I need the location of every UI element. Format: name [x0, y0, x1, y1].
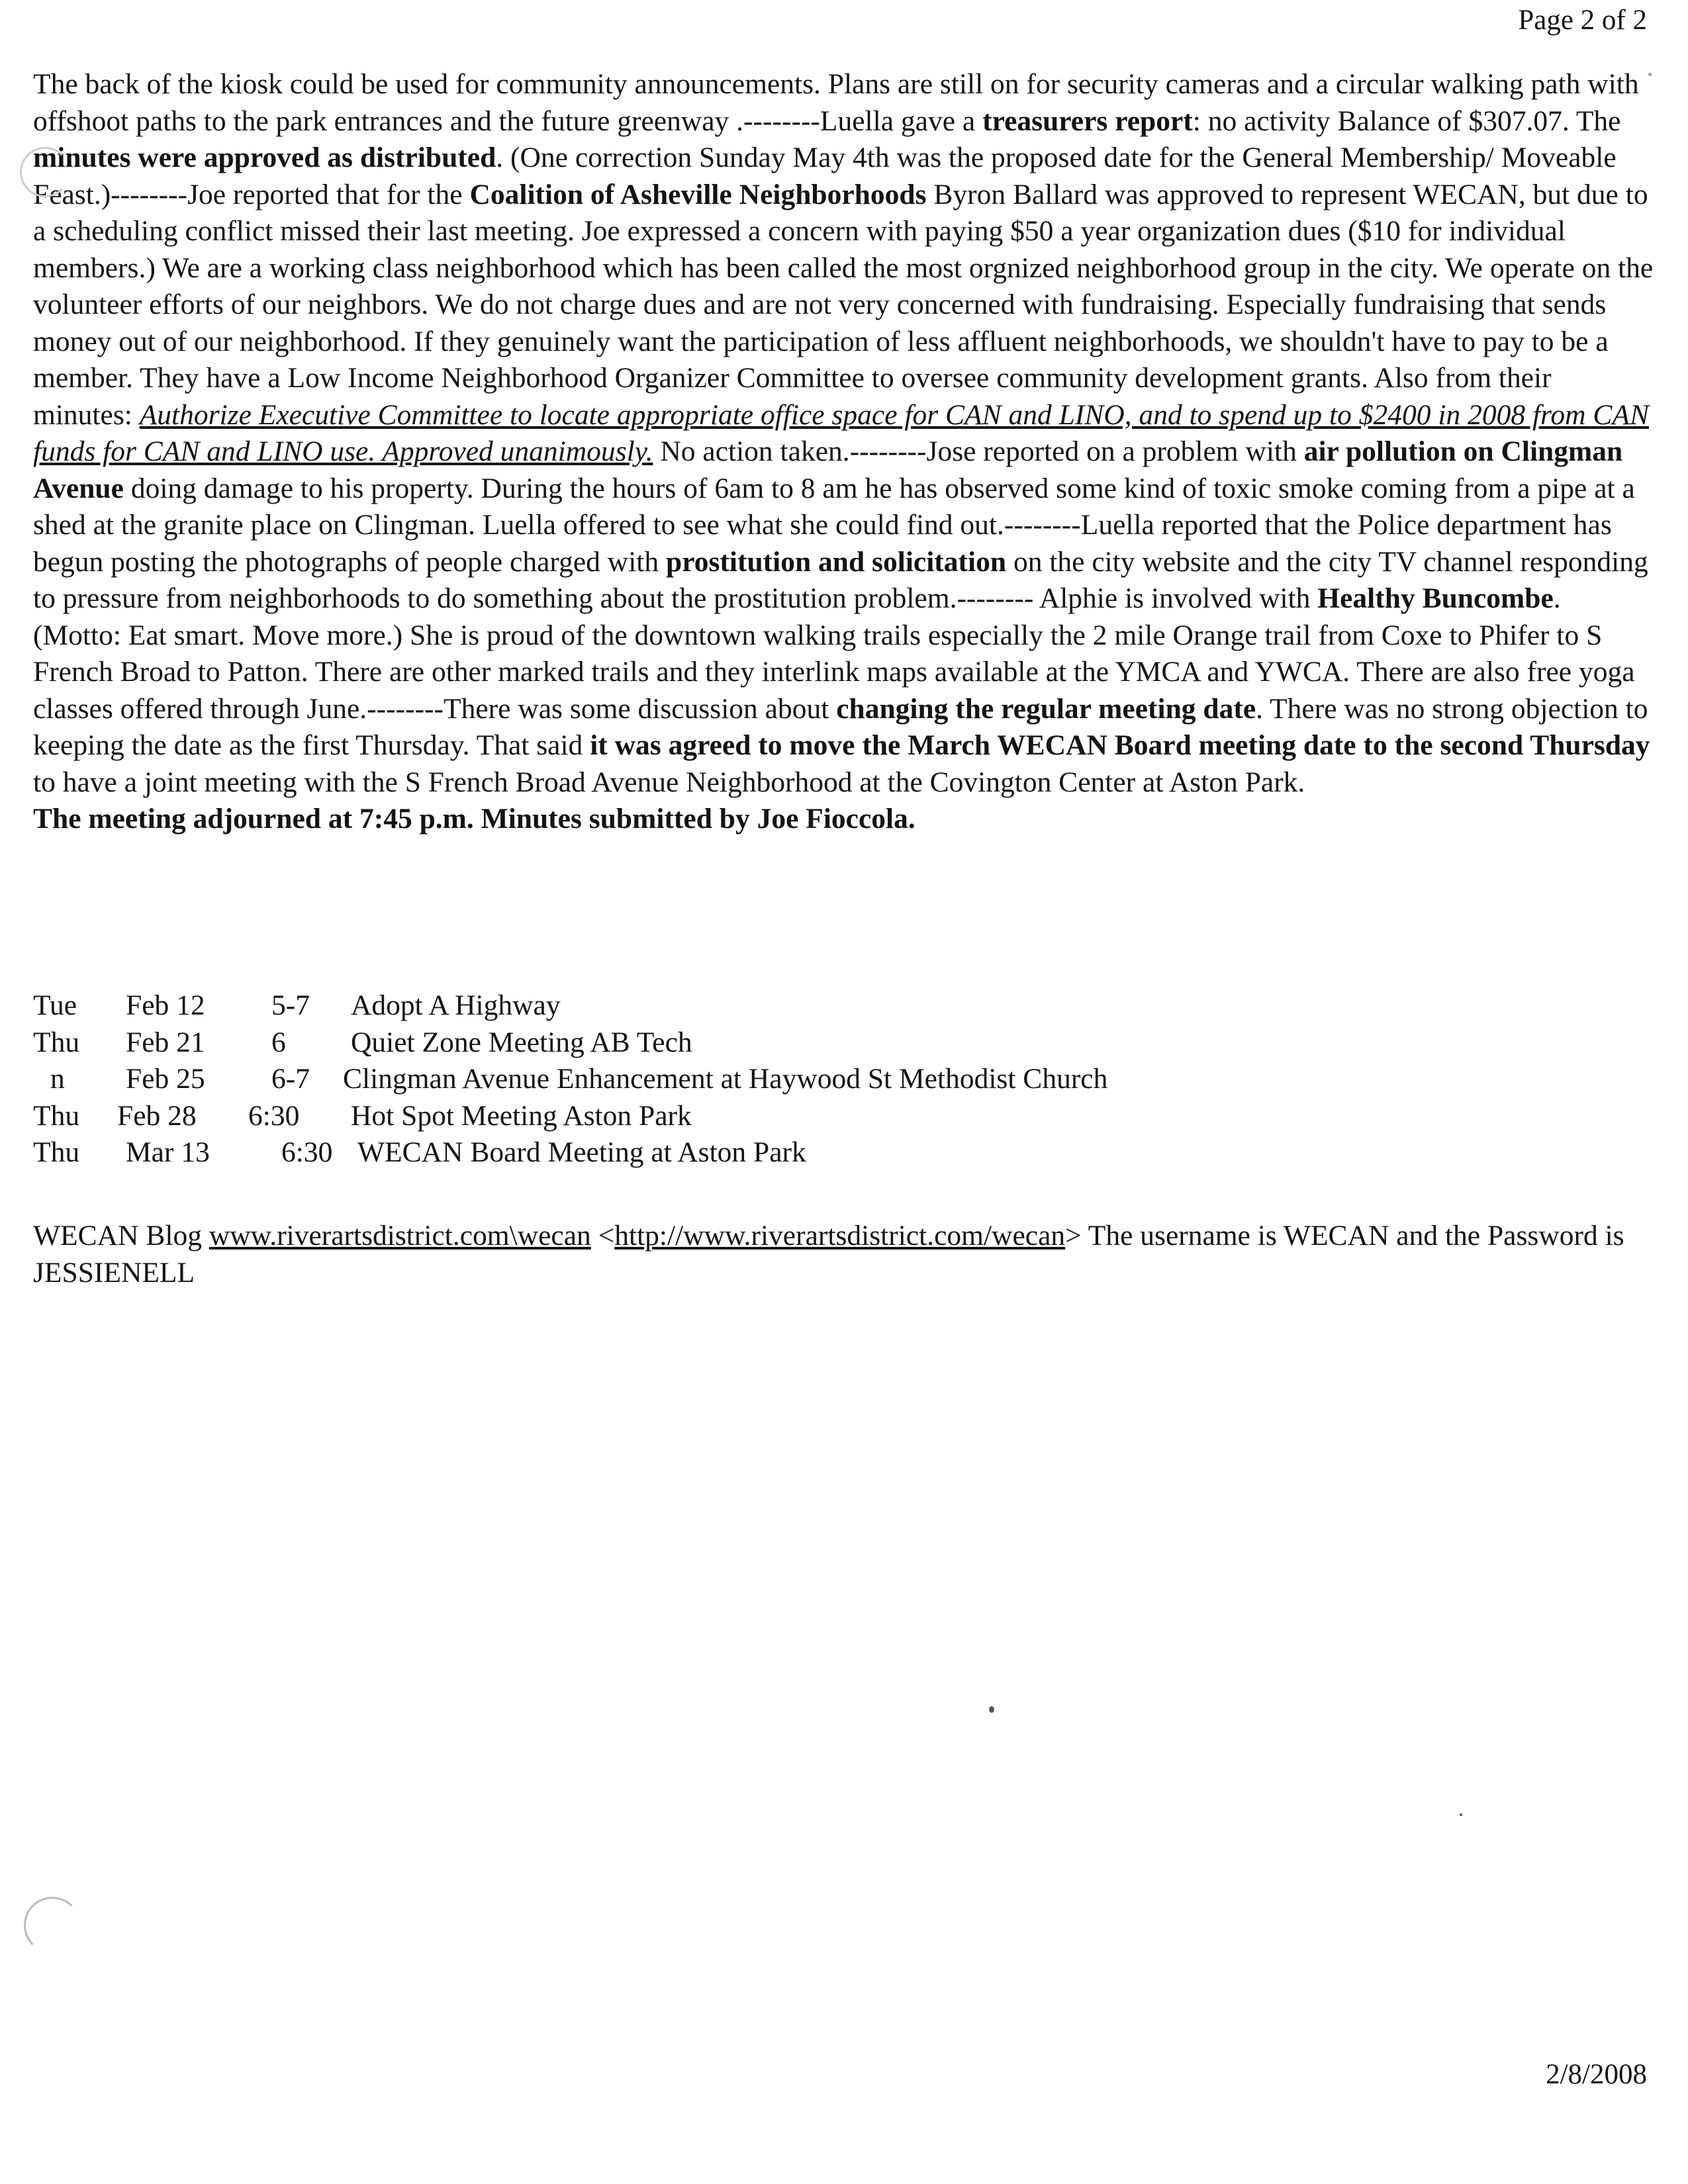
- page-number: Page 2 of 2: [1518, 5, 1647, 36]
- text-segment: to have a joint meeting with the S French Broad Avenue Neighborhood at the Covington Center at Aston Park.: [33, 766, 1305, 798]
- minutes-body: [33, 66, 1655, 838]
- schedule-time: 6:30: [248, 1099, 300, 1132]
- adjournment-line: The meeting adjourned at 7:45 p.m. Minutes submitted by Joe Fioccola.: [33, 803, 915, 835]
- schedule-date: Feb 12: [126, 989, 205, 1021]
- schedule-event: Quiet Zone Meeting AB Tech: [351, 1026, 692, 1058]
- schedule-event: Clingman Avenue Enhancement at Haywood St Methodist Church: [343, 1063, 1108, 1095]
- schedule-event: WECAN Board Meeting at Aston Park: [357, 1136, 806, 1168]
- blog-credentials: > The username is WECAN and the Password is JESSIENELL: [33, 1220, 1624, 1289]
- text-segment: : no activity Balance of $307.07. The: [1192, 105, 1621, 137]
- schedule-time: 5-7: [271, 989, 310, 1021]
- hole-punch-mark: [24, 1897, 81, 1954]
- text-segment: The back of the kiosk could be used for community announcements. Plans are still on for security cameras and a circular walking path with offshoot paths to the park entrances and the future greenway .--------Luella gave a: [33, 68, 1639, 137]
- schedule-date: Feb 28: [117, 1099, 197, 1132]
- topic-prostitution: prostitution and solicitation: [666, 545, 1007, 578]
- topic-treasurers-report: treasurers report: [982, 105, 1193, 137]
- schedule-day: Thu: [33, 1099, 80, 1132]
- schedule-event: Hot Spot Meeting Aston Park: [351, 1099, 692, 1132]
- blog-prefix: WECAN Blog: [33, 1220, 209, 1251]
- text-segment: . (One correction Sunday May 4th was the proposed date for the General Membership/ Moveable Feast.)--------Joe reported that for the: [33, 142, 1617, 210]
- text-segment: Byron Ballard was approved to represent WECAN, but due to a scheduling conflict missed their last meeting. Joe expressed a concern with paying $50 a year organization dues ($10 for individual members.) We are a working class neighborhood which has been called the most orgnized neighborhood group in the city. We operate on the volunteer efforts of our neighbors. We do not charge dues and are not very concerned with fundraising. Especially fundraising that sends money out of our neighborhood. If they genuinely want the participation of less affluent neighborhoods, we shouldn't have to pay to be a member. They have a Low Income Neighborhood Organizer Committee to oversee community development grants. Also from their minutes:: [33, 178, 1654, 431]
- text-segment: doing damage to his property. During the hours of 6am to 8 am he has observed some kind of toxic smoke coming from a pipe at a shed at the granite place on Clingman. Luella offered to see what she could find out.--------Luella reported that the Police department has begun posting the photographs of people charged with: [33, 472, 1635, 578]
- scan-speck: [1648, 73, 1652, 76]
- schedule-time: 6-7: [271, 1063, 310, 1095]
- topic-air-pollution: air pollution on Clingman Avenue: [33, 435, 1623, 504]
- schedule-date: Feb 25: [126, 1063, 205, 1095]
- blog-url-link[interactable]: http://www.riverartsdistrict.com/wecan: [614, 1220, 1066, 1251]
- quoted-motion: Authorize Executive Committee to locate appropriate office space for CAN and LINO, and to spend up to $2400 in 2008 from CAN funds for CAN and LINO use. Approved unanimously.: [33, 398, 1650, 467]
- scan-speck: [989, 1706, 994, 1713]
- schedule-date: Feb 21: [126, 1026, 205, 1058]
- hole-punch-mark: [20, 147, 70, 197]
- schedule-day: Thu: [33, 1026, 80, 1058]
- topic-march-meeting: it was agreed to move the March WECAN Board meeting date to the second Thursday: [590, 729, 1650, 761]
- text-segment: No action taken.--------Jose reported on a problem with: [653, 435, 1304, 467]
- topic-healthy-buncombe: Healthy Buncombe: [1317, 582, 1554, 614]
- text-segment: on the city website and the city TV channel responding to pressure from neighborhoods to do something about the prostitution problem.-------- Alphie is involved with: [33, 545, 1648, 614]
- blog-bracket: <: [590, 1220, 615, 1251]
- document-date: 2/8/2008: [1546, 2059, 1647, 2090]
- schedule-time: 6: [271, 1026, 286, 1058]
- scan-speck: [1460, 1813, 1462, 1816]
- schedule-date: Mar 13: [126, 1136, 210, 1168]
- topic-meeting-date: changing the regular meeting date: [836, 692, 1256, 725]
- schedule-time: 6:30: [281, 1136, 333, 1168]
- schedule-day: Tue: [33, 989, 77, 1021]
- text-segment: . There was no strong objection to keeping the date as the first Thursday. That said: [33, 692, 1648, 761]
- text-segment: . (Motto: Eat smart. Move more.) She is proud of the downtown walking trails especially the 2 mile Orange trail from Coxe to Phifer to S French Broad to Patton. There are other marked trails and they interlink maps available at the YMCA and YWCA. There are also free yoga classes offered through June.--------There was some discussion about: [33, 582, 1635, 725]
- topic-minutes-approved: minutes were approved as distributed: [33, 142, 496, 173]
- schedule-event: Adopt A Highway: [351, 989, 561, 1021]
- schedule-day: Thu: [33, 1136, 80, 1168]
- topic-coalition: Coalition of Asheville Neighborhoods: [469, 178, 927, 210]
- blog-note: [33, 1218, 1655, 1291]
- schedule-day: n: [50, 1063, 65, 1095]
- blog-link[interactable]: www.riverartsdistrict.com\wecan: [209, 1220, 591, 1251]
